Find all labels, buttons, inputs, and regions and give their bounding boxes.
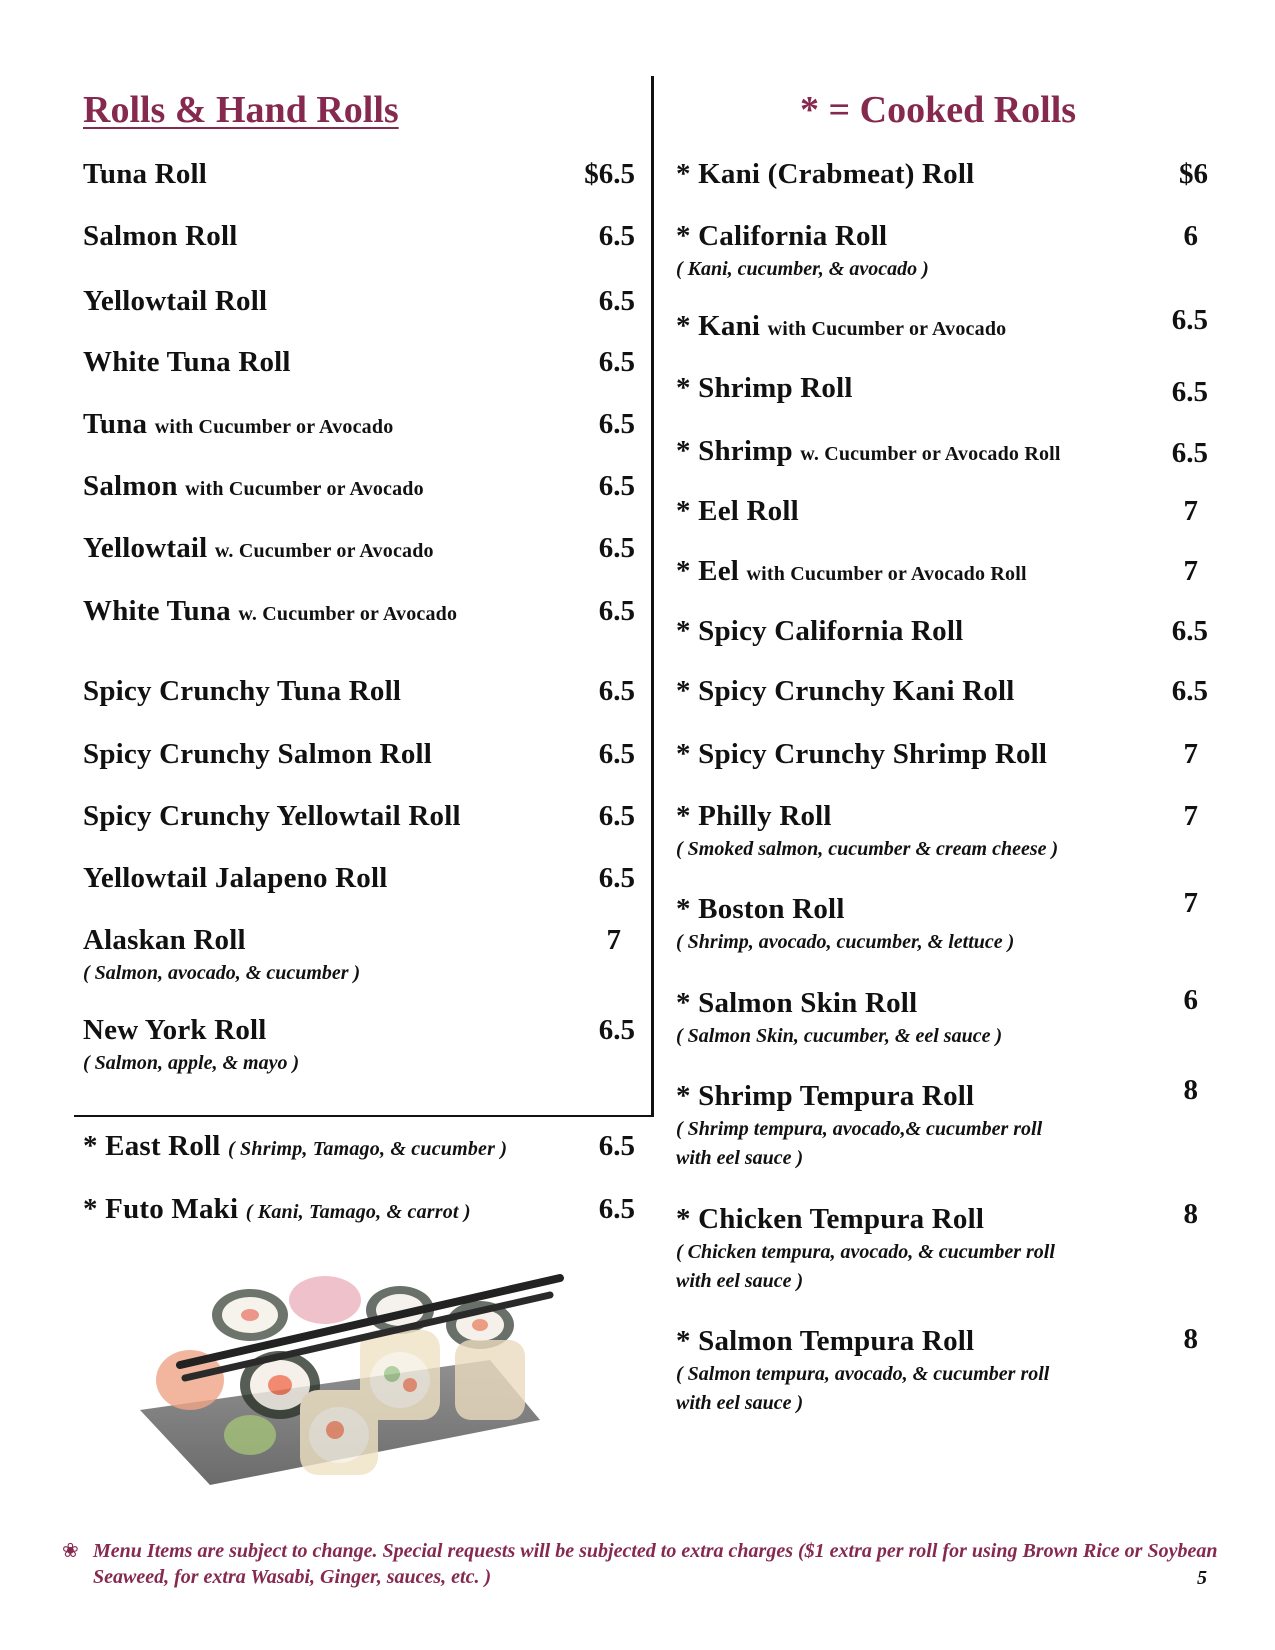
menu-item (676, 372, 1208, 408)
item-name: * Kani (Crabmeat) Roll (676, 158, 975, 190)
menu-item (676, 1325, 1208, 1420)
item-description: ( Shrimp, avocado, cucumber, & lettuce ) (676, 931, 1015, 953)
item-price: 6.5 (598, 532, 635, 564)
item-name: * Salmon Skin Roll (676, 987, 918, 1019)
item-name: * Shrimp w. Cucumber or Avocado Roll (676, 435, 1061, 467)
item-price: 6.5 (1171, 675, 1208, 707)
item-price: 6.5 (598, 595, 635, 627)
item-name: White Tuna Roll (83, 346, 291, 378)
item-description: ( Salmon, avocado, & cucumber ) (83, 962, 361, 984)
menu-item (83, 158, 635, 194)
menu-item (676, 984, 1208, 1053)
item-price: 6.5 (598, 1130, 635, 1162)
menu-item (83, 862, 635, 898)
item-price: 6.5 (1171, 304, 1208, 336)
column-divider (651, 76, 654, 1116)
menu-item (676, 615, 1208, 651)
item-name: * Shrimp Tempura Roll (676, 1080, 975, 1112)
item-price: 6.5 (598, 800, 635, 832)
item-price: 6.5 (598, 408, 635, 440)
item-name: Spicy Crunchy Yellowtail Roll (83, 800, 461, 832)
item-price: 7 (1183, 495, 1198, 527)
item-description: ( Smoked salmon, cucumber & cream cheese ) (676, 838, 1059, 860)
item-price: 6.5 (598, 470, 635, 502)
item-name: * Kani with Cucumber or Avocado (676, 310, 1007, 342)
item-name: Spicy Crunchy Salmon Roll (83, 738, 433, 770)
item-name: * California Roll (676, 220, 888, 252)
item-price: 6.5 (598, 346, 635, 378)
item-name: * Futo Maki ( Kani, Tamago, & carrot ) (83, 1193, 471, 1225)
item-name: Yellowtail Roll (83, 285, 268, 317)
item-price: 6 (1183, 984, 1198, 1016)
item-description: ( Kani, cucumber, & avocado ) (676, 258, 929, 280)
item-name: White Tuna w. Cucumber or Avocado (83, 595, 458, 627)
item-price: 6.5 (598, 738, 635, 770)
item-name: * Salmon Tempura Roll (676, 1325, 975, 1357)
item-price: 7 (1183, 738, 1198, 770)
menu-item (83, 408, 635, 444)
item-price: 6.5 (1171, 615, 1208, 647)
item-name: * Boston Roll (676, 893, 845, 925)
menu-item (676, 495, 1208, 531)
item-price: 6.5 (1171, 376, 1208, 408)
menu-item (83, 675, 635, 711)
menu-item (83, 924, 635, 994)
item-price: 7 (606, 924, 621, 956)
item-name: * Spicy California Roll (676, 615, 964, 647)
menu-item (83, 346, 635, 382)
item-description: ( Salmon Skin, cucumber, & eel sauce ) (676, 1025, 1003, 1047)
item-description: ( Chicken tempura, avocado, & cucumber roll (676, 1241, 1055, 1263)
item-description: with eel sauce ) (676, 1392, 804, 1414)
item-price: 7 (1183, 555, 1198, 587)
item-name: * Eel Roll (676, 495, 799, 527)
item-description: ( Salmon tempura, avocado, & cucumber roll (676, 1363, 1050, 1385)
item-price: $6 (1179, 158, 1208, 190)
menu-item (83, 595, 635, 631)
left-section-divider (74, 1115, 654, 1117)
menu-item (676, 1074, 1208, 1175)
menu-item (676, 1198, 1208, 1298)
right-section-title: * = Cooked Rolls (800, 89, 1077, 131)
item-name: Salmon Roll (83, 220, 238, 252)
item-price: 6.5 (598, 675, 635, 707)
item-price: 6.5 (1171, 437, 1208, 469)
item-price: 6.5 (598, 1014, 635, 1046)
item-name: * East Roll ( Shrimp, Tamago, & cucumber ) (83, 1130, 508, 1162)
menu-item (676, 800, 1208, 866)
footer-note: Menu Items are subject to change. Special requests will be subjected to extra charges ($1 extra per roll for using Brown Rice or Soybean Seaweed, for extra Wasabi, Ginger, sauces, etc. ) (93, 1540, 1218, 1588)
item-price: 6.5 (598, 1193, 635, 1225)
item-price: 8 (1183, 1074, 1198, 1106)
menu-item (83, 1130, 635, 1166)
item-price: 7 (1183, 887, 1198, 919)
item-price: 6.5 (598, 862, 635, 894)
item-name: Yellowtail w. Cucumber or Avocado (83, 532, 434, 564)
menu-item (83, 1193, 635, 1229)
page-number: 5 (1197, 1567, 1207, 1589)
item-price: 8 (1183, 1323, 1198, 1355)
item-description: ( Salmon, apple, & mayo ) (83, 1052, 300, 1074)
item-description: with eel sauce ) (676, 1147, 804, 1169)
sushi-platter-image (130, 1270, 610, 1490)
item-description: with eel sauce ) (676, 1270, 804, 1292)
flower-bullet-icon: ❀ (62, 1538, 79, 1562)
menu-item (676, 887, 1208, 959)
menu-item (676, 158, 1208, 194)
menu-item (83, 470, 635, 506)
item-price: 6 (1183, 220, 1198, 252)
menu-item (676, 738, 1208, 774)
left-section-title: Rolls & Hand Rolls (83, 89, 399, 131)
item-name: * Spicy Crunchy Shrimp Roll (676, 738, 1048, 770)
item-name: * Spicy Crunchy Kani Roll (676, 675, 1015, 707)
item-name: * Philly Roll (676, 800, 832, 832)
item-name: Alaskan Roll (83, 924, 246, 956)
menu-item (676, 220, 1208, 286)
item-name: Tuna with Cucumber or Avocado (83, 408, 394, 440)
item-price: 7 (1183, 800, 1198, 832)
item-name: * Shrimp Roll (676, 372, 853, 404)
menu-item (83, 285, 635, 321)
item-name: Tuna Roll (83, 158, 208, 190)
menu-item (83, 738, 635, 774)
menu-item (676, 304, 1208, 346)
item-name: Salmon with Cucumber or Avocado (83, 470, 424, 502)
item-name: * Eel with Cucumber or Avocado Roll (676, 555, 1027, 587)
item-price: 6.5 (598, 220, 635, 252)
item-price: 8 (1183, 1198, 1198, 1230)
item-name: * Chicken Tempura Roll (676, 1203, 985, 1235)
menu-item (83, 220, 635, 256)
menu-item (676, 675, 1208, 711)
item-name: Yellowtail Jalapeno Roll (83, 862, 388, 894)
menu-item (83, 800, 635, 836)
menu-item (83, 532, 635, 568)
item-name: New York Roll (83, 1014, 267, 1046)
item-price: $6.5 (584, 158, 635, 190)
item-description: ( Shrimp tempura, avocado,& cucumber roll (676, 1118, 1043, 1140)
menu-item (83, 1014, 635, 1084)
menu-item (676, 435, 1208, 471)
item-name: Spicy Crunchy Tuna Roll (83, 675, 402, 707)
menu-item (676, 555, 1208, 591)
item-price: 6.5 (598, 285, 635, 317)
